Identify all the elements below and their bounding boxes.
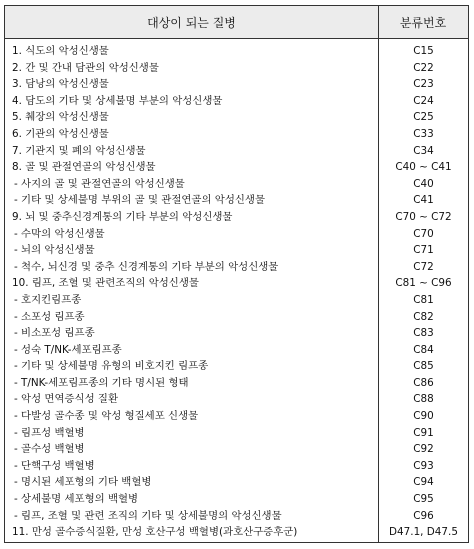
disease-name: 8. 골 및 관절연골의 악성신생물: [12, 161, 156, 174]
disease-name: 5. 췌장의 악성신생물: [12, 111, 109, 124]
classification-code: C81: [413, 293, 434, 306]
disease-name: - 상세불명 세포형의 백혈병: [14, 493, 139, 506]
table-row: [5, 358, 468, 375]
classification-code: C84: [413, 343, 434, 356]
table-row: [5, 93, 468, 110]
disease-name: - 기타 및 상세불명 유형의 비호지킨 림프종: [14, 360, 209, 373]
disease-name: - 소포성 림프종: [14, 310, 85, 323]
disease-code-table: [4, 5, 469, 543]
classification-code: C23: [413, 78, 434, 91]
table-row: [5, 375, 468, 392]
table-row: [5, 43, 468, 60]
classification-code: C71: [413, 244, 434, 257]
disease-name: - 기타 및 상세불명 부위의 골 및 관절연골의 악성신생물: [14, 194, 265, 207]
table-row: [5, 325, 468, 342]
classification-code: C92: [413, 443, 434, 456]
classification-code: C95: [413, 493, 434, 506]
table-row: [5, 226, 468, 243]
disease-name: 10. 림프, 조혈 및 관련조직의 악성신생물: [12, 277, 199, 290]
disease-name: - 명시된 세포형의 기타 백혈병: [14, 476, 152, 489]
classification-code: C70: [413, 227, 434, 240]
disease-name: 7. 기관지 및 폐의 악성신생물: [12, 144, 146, 157]
table-row: [5, 209, 468, 226]
disease-name: 2. 간 및 간내 담관의 악성신생물: [12, 61, 159, 74]
disease-name: 3. 담낭의 악성신생물: [12, 78, 109, 91]
header-code: 분류번호: [399, 15, 447, 30]
table-row: [5, 275, 468, 292]
disease-name: 1. 식도의 악성신생물: [12, 45, 109, 57]
classification-code: C96: [413, 509, 434, 522]
disease-name: 11. 만성 골수증식질환, 만성 호산구성 백혈병(과호산구증후군): [12, 526, 298, 539]
disease-name: - 림프, 조혈 및 관련 조직의 기타 및 상세불명의 악성신생물: [14, 509, 282, 522]
disease-name: 4. 담도의 기타 및 상세불명 부분의 악성신생물: [12, 94, 223, 107]
classification-code: C94: [413, 476, 434, 489]
table-row: [5, 292, 468, 309]
table-row: [5, 474, 468, 491]
table-row: [5, 508, 468, 525]
disease-name: - 뇌의 악성신생물: [14, 244, 95, 257]
table-row: [5, 391, 468, 408]
disease-name: 9. 뇌 및 중추신경계통의 기타 부분의 악성신생물: [12, 210, 233, 223]
table-header: [5, 6, 468, 39]
classification-code: C70 ~ C72: [395, 210, 452, 223]
table-row: [5, 259, 468, 276]
table-row: [5, 76, 468, 93]
classification-code: C25: [413, 111, 434, 124]
classification-code: C15: [413, 45, 434, 57]
table-row: [5, 524, 468, 541]
table-row: [5, 60, 468, 77]
classification-code: C22: [413, 61, 434, 74]
disease-name: - 성숙 T/NK-세포림프종: [14, 343, 122, 356]
classification-code: C86: [413, 376, 434, 389]
classification-code: C91: [413, 426, 434, 439]
disease-name: - T/NK-세포림프종의 기타 명시된 형태: [14, 376, 189, 389]
disease-name: - 비소포성 림프종: [14, 327, 95, 340]
disease-name: - 수막의 악성신생물: [14, 227, 105, 240]
classification-code: C40 ~ C41: [395, 161, 452, 174]
classification-code: C72: [413, 260, 434, 273]
disease-name: 6. 기관의 악성신생물: [12, 127, 109, 140]
table-row: [5, 309, 468, 326]
table-row: [5, 126, 468, 143]
table-row: [5, 458, 468, 475]
disease-name: - 림프성 백혈병: [14, 426, 85, 439]
disease-name: - 악성 면역증식성 질환: [14, 393, 118, 406]
disease-name: - 단핵구성 백혈병: [14, 459, 95, 472]
classification-code: D47.1, D47.5: [389, 526, 458, 539]
classification-code: C40: [413, 177, 434, 190]
disease-name: - 사지의 골 및 관절연골의 악성신생물: [14, 177, 185, 190]
table-row: [5, 143, 468, 160]
table-row: [5, 192, 468, 209]
classification-code: C81 ~ C96: [395, 277, 452, 290]
disease-name: - 호지킨림프종: [14, 293, 82, 306]
disease-name: - 골수성 백혈병: [14, 443, 85, 456]
table-row: [5, 342, 468, 359]
classification-code: C82: [413, 310, 434, 323]
table-row: [5, 408, 468, 425]
classification-code: C34: [413, 144, 434, 157]
classification-code: C41: [413, 194, 434, 207]
disease-name: - 척수, 뇌신경 및 중추 신경계통의 기타 부분의 악성신생물: [14, 260, 279, 273]
table-row: [5, 109, 468, 126]
table-row: [5, 491, 468, 508]
table-row: [5, 176, 468, 193]
header-disease: 대상이 되는 질병: [147, 15, 236, 30]
classification-code: C33: [413, 127, 434, 140]
table-row: [5, 159, 468, 176]
table-body: [5, 43, 468, 541]
classification-code: C93: [413, 459, 434, 472]
disease-name: - 다발성 골수종 및 악성 형질세포 신생물: [14, 410, 199, 423]
table-row: [5, 425, 468, 442]
classification-code: C90: [413, 410, 434, 423]
classification-code: C83: [413, 327, 434, 340]
classification-code: C85: [413, 360, 434, 373]
table-row: [5, 441, 468, 458]
classification-code: C88: [413, 393, 434, 406]
table-row: [5, 242, 468, 259]
classification-code: C24: [413, 94, 434, 107]
